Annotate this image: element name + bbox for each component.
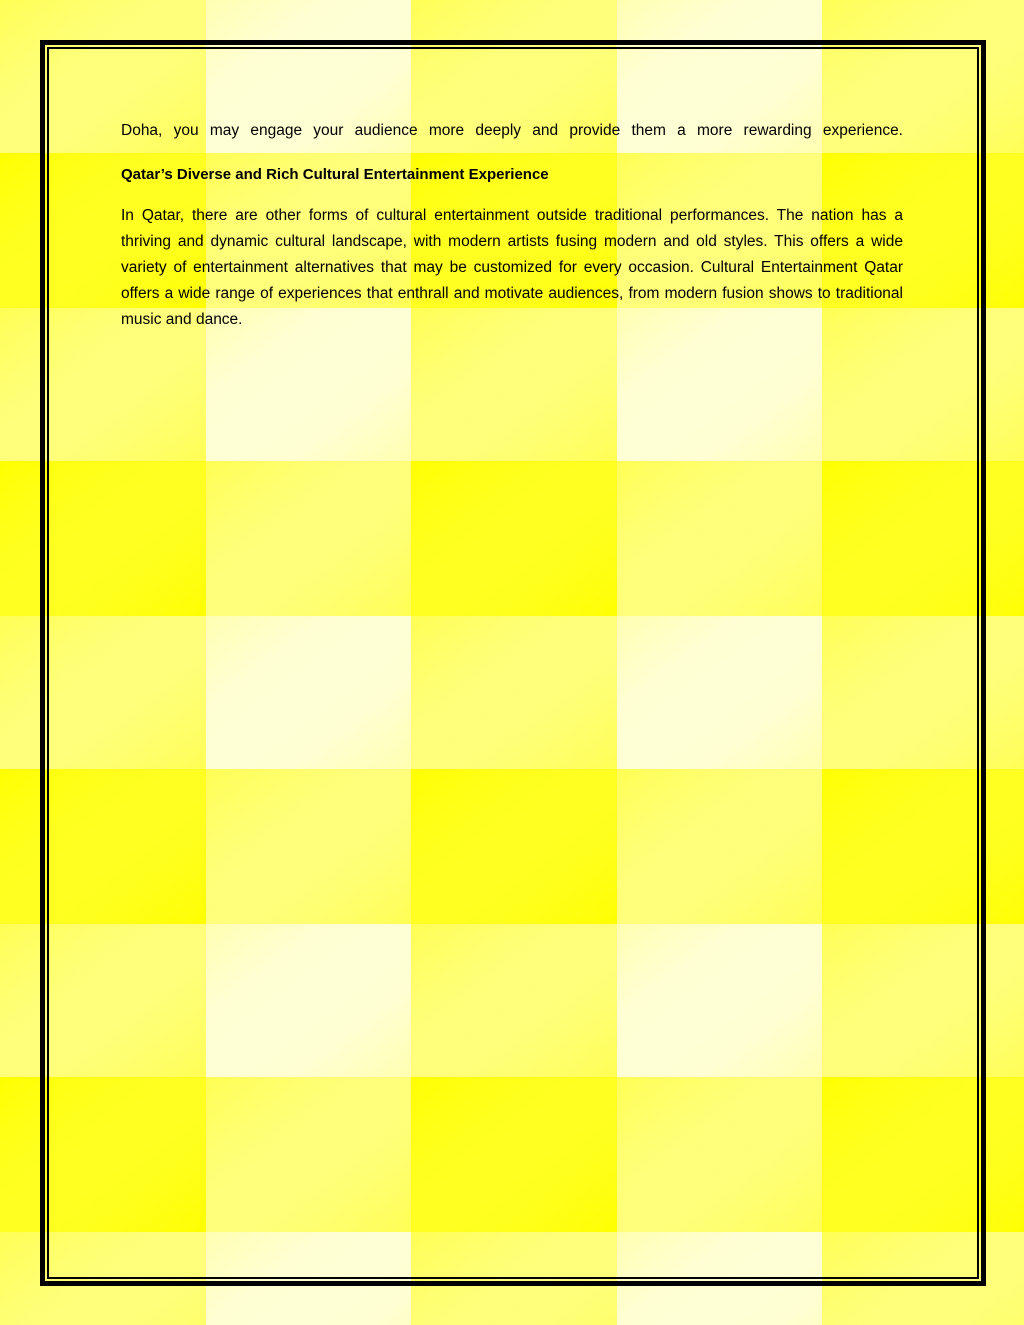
section-heading: Qatar’s Diverse and Rich Cultural Entertainment Experience [121,166,549,183]
lead-fragment: Doha, you may engage your audience more deeply and provide them a more rewarding experience. [121,122,903,139]
document-body [121,118,903,333]
body-paragraph: In Qatar, there are other forms of cultural entertainment outside traditional performances. The nation has a thriving and dynamic cultural landscape, with modern artists fusing modern and old styles. This offers a wide variety of entertainment alternatives that may be customized for every occasion. Cultural Entertainment Qatar offers a wide range of experiences that enthrall and motivate audiences, from modern fusion shows to traditional music and dance. [121,207,903,328]
